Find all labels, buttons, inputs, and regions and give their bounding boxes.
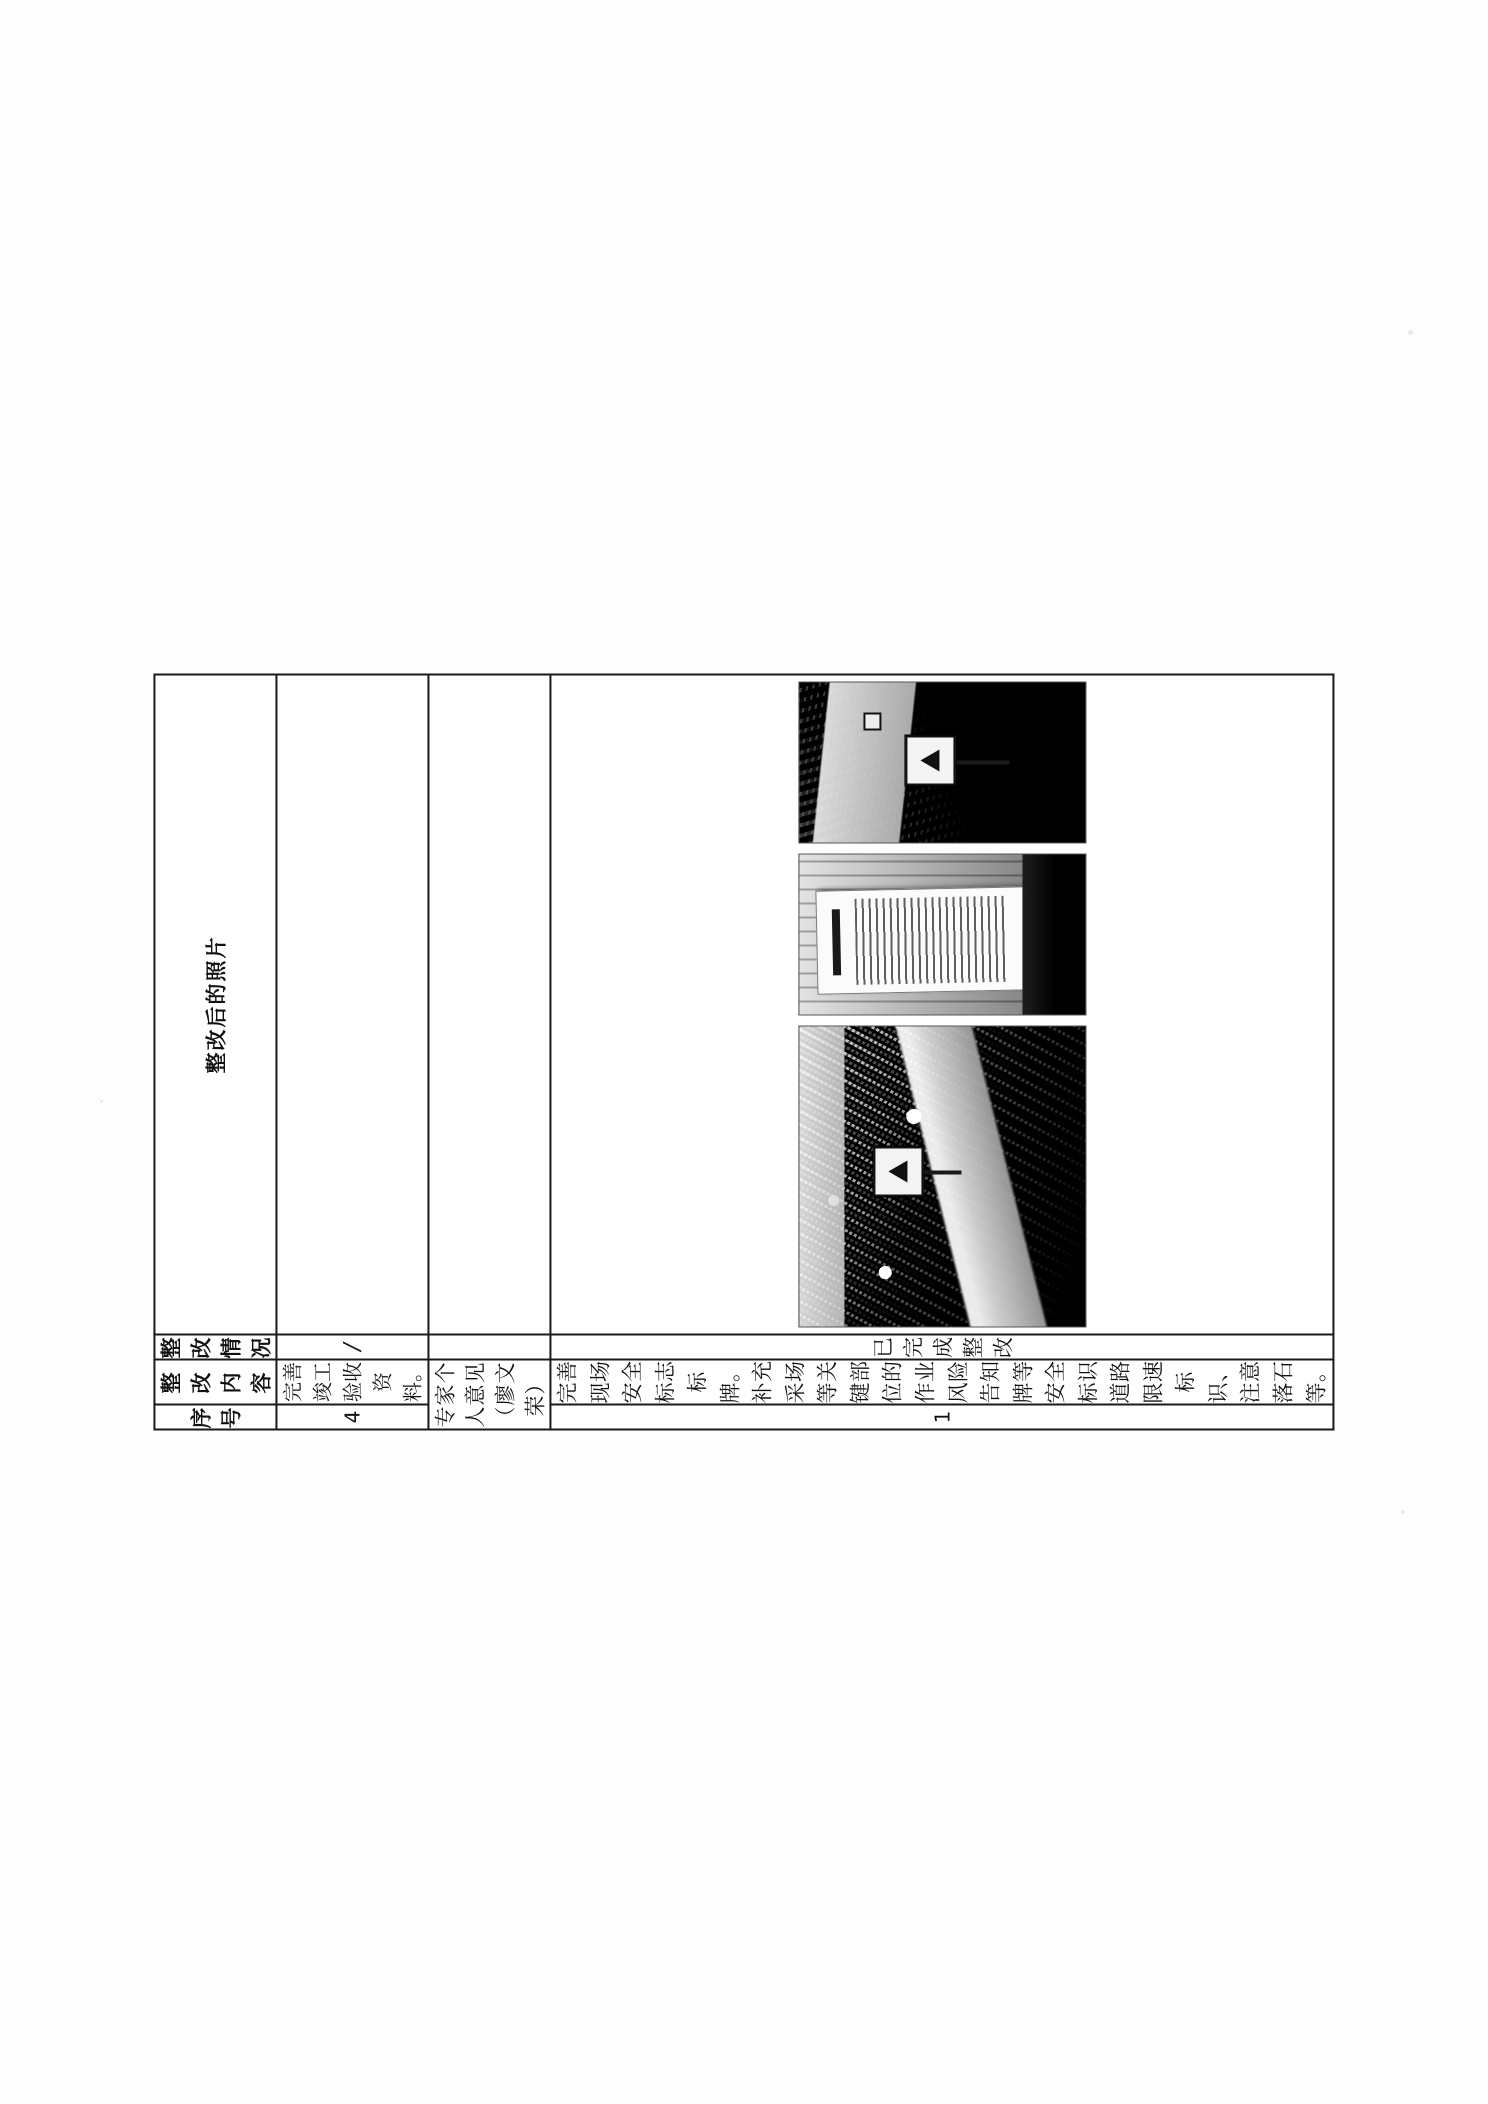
scan-speck [1401, 1510, 1405, 1514]
warning-triangle-icon [889, 1161, 908, 1183]
photo-road-band [813, 682, 917, 844]
cell-content: 完善现场安全标志标牌。补充采场等关键部位的作业风险告知牌等安全标识道路限速标识、注意落石等。 [550, 1360, 1333, 1405]
notice-title-bar [831, 909, 840, 975]
sign-post [949, 761, 1009, 765]
cell-expert-status [428, 1335, 550, 1360]
table-row [276, 675, 428, 1430]
scan-speck [100, 1100, 103, 1103]
header-photo: 整改后的照片 [154, 675, 276, 1335]
rectification-table-container [153, 674, 1334, 1431]
cell-expert-photo [428, 675, 550, 1335]
header-status: 整改情况 [154, 1335, 276, 1360]
sign-post [917, 1171, 961, 1175]
cell-content: 完善竣工验收资料。 [276, 1360, 428, 1405]
cell-status-slash: / [276, 1335, 428, 1360]
notice-text-lines [854, 895, 1008, 984]
photo-gallery [792, 676, 1092, 1334]
cell-status: 已完成整改 [550, 1335, 1333, 1360]
notice-sheet [815, 885, 1031, 994]
warning-sign-icon [905, 736, 955, 786]
table-row [550, 675, 1333, 1430]
cell-photos [550, 675, 1333, 1335]
warning-triangle-icon [921, 750, 940, 772]
scan-speck [1408, 330, 1413, 335]
board-shadow [1022, 855, 1085, 1015]
hillside-road-warning-sign-photo [798, 1026, 1086, 1328]
cell-photo-empty [276, 675, 428, 1335]
distant-sign-icon [863, 713, 881, 731]
table-row-expert-opinion [428, 675, 550, 1430]
roadside-warning-sign-photo [798, 682, 1086, 844]
cell-seq: 1 [550, 1405, 1333, 1430]
rectification-table [153, 674, 1334, 1431]
cell-expert-opinion-label: 专家个人意见（廖文荣） [428, 1360, 550, 1430]
cell-seq: 4 [276, 1405, 428, 1430]
photo-sky-band [799, 1027, 845, 1327]
header-seq: 序号 [154, 1405, 276, 1430]
table-header-row [154, 675, 276, 1430]
warning-sign-icon [873, 1147, 923, 1197]
notice-board-photo [798, 854, 1086, 1016]
header-content: 整改内容 [154, 1360, 276, 1405]
